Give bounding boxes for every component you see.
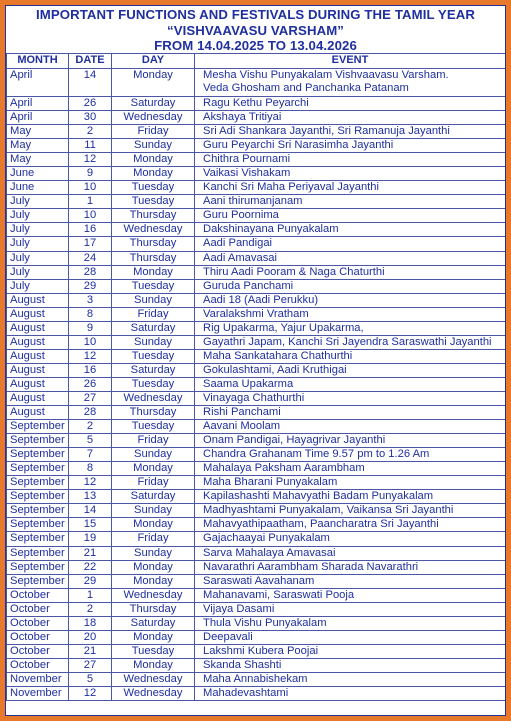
cell-month: July bbox=[7, 251, 69, 265]
cell-event: Dakshinayana Punyakalam bbox=[195, 223, 506, 237]
cell-day: Thursday bbox=[112, 209, 195, 223]
cell-day: Monday bbox=[112, 462, 195, 476]
cell-month: September bbox=[7, 532, 69, 546]
cell-month: August bbox=[7, 335, 69, 349]
cell-event: Sri Adi Shankara Jayanthi, Sri Ramanuja Jayanthi bbox=[195, 125, 506, 139]
cell-date: 8 bbox=[69, 462, 112, 476]
cell-day: Tuesday bbox=[112, 349, 195, 363]
table-row bbox=[7, 476, 506, 490]
table-row bbox=[7, 616, 506, 630]
cell-date: 26 bbox=[69, 377, 112, 391]
cell-date: 28 bbox=[69, 406, 112, 420]
cell-date: 27 bbox=[69, 658, 112, 672]
cell-date: 22 bbox=[69, 560, 112, 574]
cell-day: Thursday bbox=[112, 237, 195, 251]
table-row bbox=[7, 97, 506, 111]
cell-date: 20 bbox=[69, 630, 112, 644]
cell-month: August bbox=[7, 349, 69, 363]
events-table bbox=[6, 53, 506, 701]
cell-day: Saturday bbox=[112, 321, 195, 335]
cell-day: Tuesday bbox=[112, 420, 195, 434]
cell-date: 5 bbox=[69, 434, 112, 448]
cell-event: Vijaya Dasami bbox=[195, 602, 506, 616]
cell-month: September bbox=[7, 434, 69, 448]
cell-month: June bbox=[7, 167, 69, 181]
table-row bbox=[7, 560, 506, 574]
table-row bbox=[7, 686, 506, 700]
cell-date: 5 bbox=[69, 672, 112, 686]
cell-month: October bbox=[7, 630, 69, 644]
cell-day: Monday bbox=[112, 167, 195, 181]
cell-date: 15 bbox=[69, 518, 112, 532]
cell-event: Mahanavami, Saraswati Pooja bbox=[195, 588, 506, 602]
cell-day: Thursday bbox=[112, 602, 195, 616]
cell-event: Deepavali bbox=[195, 630, 506, 644]
cell-month: July bbox=[7, 265, 69, 279]
cell-date: 1 bbox=[69, 195, 112, 209]
cell-event: Vaikasi Vishakam bbox=[195, 167, 506, 181]
cell-day: Tuesday bbox=[112, 377, 195, 391]
cell-event: Maha Bharani Punyakalam bbox=[195, 476, 506, 490]
cell-day: Sunday bbox=[112, 546, 195, 560]
cell-event: Saama Upakarma bbox=[195, 377, 506, 391]
table-row bbox=[7, 602, 506, 616]
cell-date: 27 bbox=[69, 391, 112, 405]
cell-day: Friday bbox=[112, 434, 195, 448]
cell-event: Aadi Pandigai bbox=[195, 237, 506, 251]
cell-day: Tuesday bbox=[112, 195, 195, 209]
table-row bbox=[7, 181, 506, 195]
cell-day: Wednesday bbox=[112, 686, 195, 700]
cell-event: Guruda Panchami bbox=[195, 279, 506, 293]
cell-day: Monday bbox=[112, 518, 195, 532]
table-row bbox=[7, 462, 506, 476]
cell-month: October bbox=[7, 602, 69, 616]
cell-day: Monday bbox=[112, 658, 195, 672]
cell-month: August bbox=[7, 377, 69, 391]
cell-event: Gokulashtami, Aadi Kruthigai bbox=[195, 363, 506, 377]
cell-month: August bbox=[7, 321, 69, 335]
title-line-3: FROM 14.04.2025 TO 13.04.2026 bbox=[154, 38, 357, 53]
cell-date: 10 bbox=[69, 181, 112, 195]
table-row bbox=[7, 293, 506, 307]
cell-day: Friday bbox=[112, 532, 195, 546]
cell-day: Tuesday bbox=[112, 181, 195, 195]
cell-month: June bbox=[7, 181, 69, 195]
table-row bbox=[7, 167, 506, 181]
cell-event: Chandra Grahanam Time 9.57 pm to 1.26 Am bbox=[195, 448, 506, 462]
column-header-month: MONTH bbox=[7, 54, 69, 69]
cell-date: 14 bbox=[69, 504, 112, 518]
cell-day: Tuesday bbox=[112, 279, 195, 293]
cell-date: 16 bbox=[69, 363, 112, 377]
cell-month: May bbox=[7, 139, 69, 153]
cell-event: Aadi Amavasai bbox=[195, 251, 506, 265]
cell-event: Thula Vishu Punyakalam bbox=[195, 616, 506, 630]
cell-day: Wednesday bbox=[112, 111, 195, 125]
cell-event: Saraswati Aavahanam bbox=[195, 574, 506, 588]
table-row bbox=[7, 532, 506, 546]
cell-month: August bbox=[7, 406, 69, 420]
cell-month: May bbox=[7, 125, 69, 139]
cell-month: July bbox=[7, 209, 69, 223]
cell-date: 30 bbox=[69, 111, 112, 125]
cell-day: Saturday bbox=[112, 490, 195, 504]
cell-event: Onam Pandigai, Hayagrivar Jayanthi bbox=[195, 434, 506, 448]
cell-event: Mahadevashtami bbox=[195, 686, 506, 700]
table-row bbox=[7, 574, 506, 588]
cell-date: 18 bbox=[69, 616, 112, 630]
cell-date: 26 bbox=[69, 97, 112, 111]
table-row bbox=[7, 265, 506, 279]
table-row bbox=[7, 139, 506, 153]
cell-day: Sunday bbox=[112, 335, 195, 349]
cell-date: 8 bbox=[69, 307, 112, 321]
cell-date: 9 bbox=[69, 321, 112, 335]
cell-event: Lakshmi Kubera Poojai bbox=[195, 644, 506, 658]
cell-date: 2 bbox=[69, 125, 112, 139]
cell-day: Wednesday bbox=[112, 588, 195, 602]
cell-day: Friday bbox=[112, 307, 195, 321]
column-header-date: DATE bbox=[69, 54, 112, 69]
cell-date: 19 bbox=[69, 532, 112, 546]
cell-month: May bbox=[7, 153, 69, 167]
cell-month: September bbox=[7, 420, 69, 434]
cell-event: Sarva Mahalaya Amavasai bbox=[195, 546, 506, 560]
cell-date: 24 bbox=[69, 251, 112, 265]
cell-month: September bbox=[7, 476, 69, 490]
table-body bbox=[7, 69, 506, 701]
table-row bbox=[7, 391, 506, 405]
cell-event: Maha Sankatahara Chathurthi bbox=[195, 349, 506, 363]
table-row bbox=[7, 349, 506, 363]
cell-month: September bbox=[7, 504, 69, 518]
cell-month: September bbox=[7, 448, 69, 462]
page-title bbox=[6, 6, 505, 53]
cell-day: Wednesday bbox=[112, 391, 195, 405]
cell-day: Wednesday bbox=[112, 223, 195, 237]
cell-event: Rig Upakarma, Yajur Upakarma, bbox=[195, 321, 506, 335]
cell-day: Tuesday bbox=[112, 644, 195, 658]
cell-event: Mesha Vishu Punyakalam Vishvaavasu Varsham. Veda Ghosham and Panchanka Patanam bbox=[195, 69, 506, 97]
table-row bbox=[7, 490, 506, 504]
table-row bbox=[7, 321, 506, 335]
cell-month: September bbox=[7, 574, 69, 588]
cell-day: Monday bbox=[112, 265, 195, 279]
cell-event: Madhyashtami Punyakalam, Vaikansa Sri Jayanthi bbox=[195, 504, 506, 518]
table-row bbox=[7, 363, 506, 377]
table-row bbox=[7, 644, 506, 658]
cell-month: September bbox=[7, 546, 69, 560]
table-row bbox=[7, 153, 506, 167]
cell-date: 17 bbox=[69, 237, 112, 251]
cell-date: 2 bbox=[69, 602, 112, 616]
cell-date: 12 bbox=[69, 349, 112, 363]
cell-date: 21 bbox=[69, 546, 112, 560]
table-row bbox=[7, 588, 506, 602]
cell-date: 12 bbox=[69, 153, 112, 167]
cell-month: July bbox=[7, 195, 69, 209]
cell-event: Navarathri Aarambham Sharada Navarathri bbox=[195, 560, 506, 574]
cell-date: 2 bbox=[69, 420, 112, 434]
festival-calendar bbox=[5, 5, 506, 716]
cell-event: Gayathri Japam, Kanchi Sri Jayendra Saraswathi Jayanthi bbox=[195, 335, 506, 349]
cell-event: Aani thirumanjanam bbox=[195, 195, 506, 209]
cell-date: 14 bbox=[69, 69, 112, 97]
cell-day: Wednesday bbox=[112, 672, 195, 686]
cell-month: October bbox=[7, 658, 69, 672]
table-row bbox=[7, 307, 506, 321]
cell-date: 12 bbox=[69, 476, 112, 490]
cell-month: July bbox=[7, 237, 69, 251]
cell-event: Ragu Kethu Peyarchi bbox=[195, 97, 506, 111]
table-row bbox=[7, 420, 506, 434]
cell-day: Thursday bbox=[112, 406, 195, 420]
table-row bbox=[7, 448, 506, 462]
cell-event: Gajachaayai Punyakalam bbox=[195, 532, 506, 546]
table-row bbox=[7, 237, 506, 251]
cell-month: September bbox=[7, 462, 69, 476]
cell-month: September bbox=[7, 490, 69, 504]
cell-event: Mahalaya Paksham Aarambham bbox=[195, 462, 506, 476]
cell-month: April bbox=[7, 97, 69, 111]
cell-day: Thursday bbox=[112, 251, 195, 265]
cell-event: Rishi Panchami bbox=[195, 406, 506, 420]
cell-date: 7 bbox=[69, 448, 112, 462]
cell-day: Saturday bbox=[112, 363, 195, 377]
cell-month: April bbox=[7, 69, 69, 97]
cell-day: Sunday bbox=[112, 504, 195, 518]
table-row bbox=[7, 251, 506, 265]
cell-date: 16 bbox=[69, 223, 112, 237]
table-row bbox=[7, 672, 506, 686]
table-row bbox=[7, 518, 506, 532]
table-row bbox=[7, 195, 506, 209]
cell-date: 1 bbox=[69, 588, 112, 602]
table-row bbox=[7, 546, 506, 560]
cell-day: Saturday bbox=[112, 616, 195, 630]
cell-day: Sunday bbox=[112, 448, 195, 462]
cell-month: September bbox=[7, 560, 69, 574]
cell-date: 29 bbox=[69, 574, 112, 588]
cell-month: August bbox=[7, 293, 69, 307]
table-row bbox=[7, 111, 506, 125]
cell-month: October bbox=[7, 644, 69, 658]
cell-event: Akshaya Tritiyai bbox=[195, 111, 506, 125]
cell-day: Sunday bbox=[112, 293, 195, 307]
table-header-row bbox=[7, 54, 506, 69]
column-header-event: EVENT bbox=[195, 54, 506, 69]
cell-day: Monday bbox=[112, 69, 195, 97]
cell-event: Skanda Shashti bbox=[195, 658, 506, 672]
cell-month: November bbox=[7, 672, 69, 686]
table-row bbox=[7, 406, 506, 420]
title-line-2: “VISHVAAVASU VARSHAM” bbox=[167, 22, 344, 38]
table-row bbox=[7, 69, 506, 97]
cell-month: October bbox=[7, 616, 69, 630]
cell-month: September bbox=[7, 518, 69, 532]
cell-event: Mahavyathipaatham, Paancharatra Sri Jayanthi bbox=[195, 518, 506, 532]
cell-month: April bbox=[7, 111, 69, 125]
cell-date: 11 bbox=[69, 139, 112, 153]
cell-day: Saturday bbox=[112, 97, 195, 111]
cell-month: October bbox=[7, 588, 69, 602]
table-row bbox=[7, 335, 506, 349]
cell-date: 13 bbox=[69, 490, 112, 504]
cell-month: July bbox=[7, 223, 69, 237]
cell-day: Monday bbox=[112, 630, 195, 644]
cell-event: Kapilashashti Mahavyathi Badam Punyakalam bbox=[195, 490, 506, 504]
cell-day: Friday bbox=[112, 476, 195, 490]
table-row bbox=[7, 630, 506, 644]
table-row bbox=[7, 125, 506, 139]
cell-date: 21 bbox=[69, 644, 112, 658]
cell-event: Aadi 18 (Aadi Perukku) bbox=[195, 293, 506, 307]
table-row bbox=[7, 279, 506, 293]
cell-day: Monday bbox=[112, 574, 195, 588]
cell-event: Guru Peyarchi Sri Narasimha Jayanthi bbox=[195, 139, 506, 153]
cell-day: Sunday bbox=[112, 139, 195, 153]
table-row bbox=[7, 504, 506, 518]
table-row bbox=[7, 209, 506, 223]
cell-date: 3 bbox=[69, 293, 112, 307]
cell-month: November bbox=[7, 686, 69, 700]
cell-date: 29 bbox=[69, 279, 112, 293]
cell-date: 10 bbox=[69, 209, 112, 223]
cell-month: August bbox=[7, 391, 69, 405]
cell-day: Monday bbox=[112, 560, 195, 574]
cell-month: August bbox=[7, 363, 69, 377]
cell-event: Guru Poornima bbox=[195, 209, 506, 223]
cell-date: 9 bbox=[69, 167, 112, 181]
table-row bbox=[7, 434, 506, 448]
cell-month: July bbox=[7, 279, 69, 293]
column-header-day: DAY bbox=[112, 54, 195, 69]
cell-event: Vinayaga Chathurthi bbox=[195, 391, 506, 405]
table-row bbox=[7, 658, 506, 672]
cell-date: 12 bbox=[69, 686, 112, 700]
cell-event: Maha Annabishekam bbox=[195, 672, 506, 686]
cell-event: Aavani Moolam bbox=[195, 420, 506, 434]
title-line-1: IMPORTANT FUNCTIONS AND FESTIVALS DURING THE TAMIL YEAR bbox=[36, 7, 475, 22]
cell-month: August bbox=[7, 307, 69, 321]
cell-event: Chithra Pournami bbox=[195, 153, 506, 167]
cell-event: Varalakshmi Vratham bbox=[195, 307, 506, 321]
cell-date: 10 bbox=[69, 335, 112, 349]
cell-event: Thiru Aadi Pooram & Naga Chaturthi bbox=[195, 265, 506, 279]
cell-day: Friday bbox=[112, 125, 195, 139]
table-row bbox=[7, 223, 506, 237]
cell-day: Monday bbox=[112, 153, 195, 167]
cell-event: Kanchi Sri Maha Periyaval Jayanthi bbox=[195, 181, 506, 195]
cell-date: 28 bbox=[69, 265, 112, 279]
table-row bbox=[7, 377, 506, 391]
